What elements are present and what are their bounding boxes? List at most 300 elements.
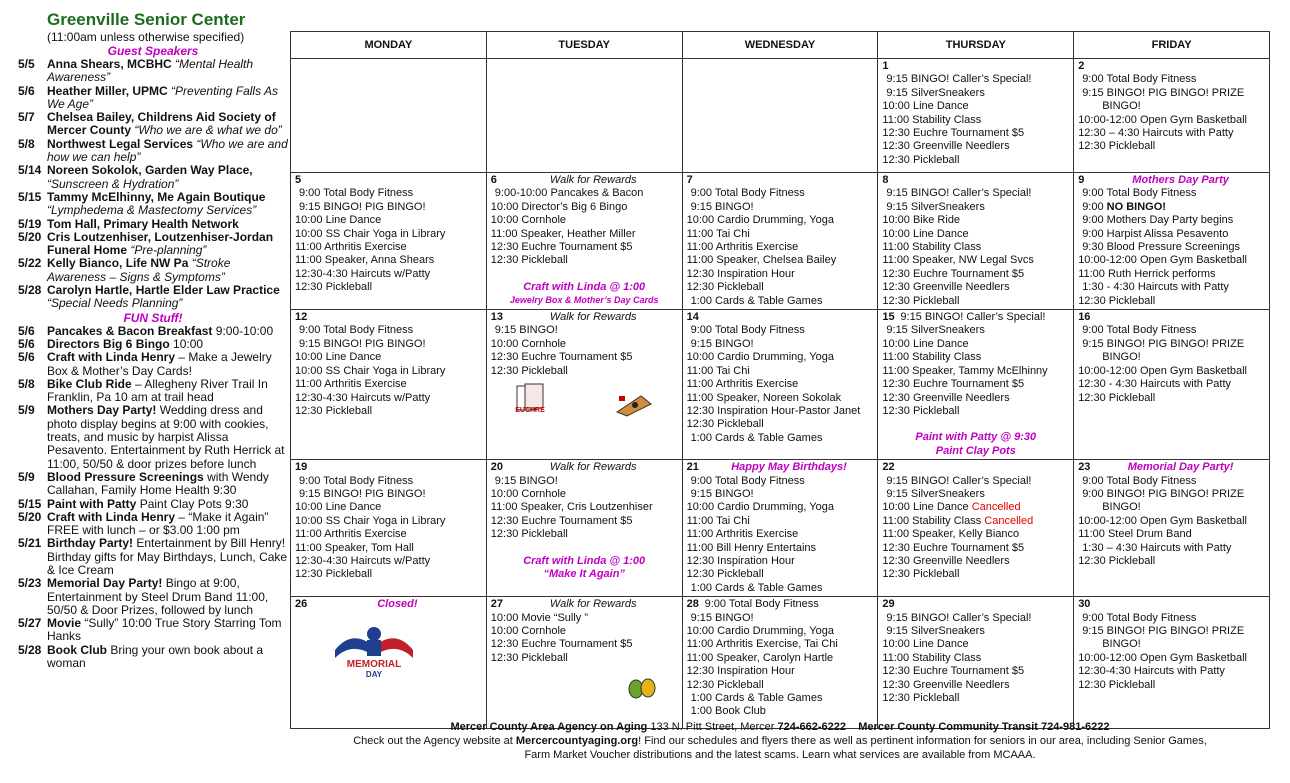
weekday-header-tuesday: TUESDAY bbox=[486, 32, 682, 59]
activity: 12:30 Pickleball bbox=[1078, 678, 1156, 691]
activity: 9:15 BINGO! PIG BINGO! PRIZE bbox=[1082, 337, 1245, 350]
guest-speaker-detail: “Special Needs Planning” bbox=[47, 296, 183, 311]
activity: 9:00 Harpist Alissa Pesavento bbox=[1082, 227, 1229, 240]
fun-event-body bbox=[47, 617, 288, 644]
activity: 12:30-4:30 Haircuts with Patty bbox=[1078, 665, 1225, 678]
activity: 11:00 Arthritis Exercise bbox=[686, 378, 799, 391]
activity: 11:00 Speaker, Carolyn Hartle bbox=[686, 651, 834, 664]
guest-speaker-entry bbox=[18, 58, 288, 85]
activity: 11:00 Speaker, Cris Loutzenhiser bbox=[490, 501, 653, 514]
guest-speaker-body bbox=[47, 164, 288, 191]
guest-speaker-detail: “Sunscreen & Hydration” bbox=[47, 176, 179, 191]
spacer bbox=[491, 268, 678, 281]
day-title: 9:15 BINGO! Caller’s Special! bbox=[900, 311, 1046, 324]
footer-line-1 bbox=[290, 720, 1270, 734]
activity: 11:00 Arthritis Exercise bbox=[686, 528, 799, 541]
weekday-header-wednesday: WEDNESDAY bbox=[682, 32, 878, 59]
day-cell-16 bbox=[1074, 310, 1270, 460]
activity: 12:30 Euchre Tournament $5 bbox=[882, 267, 1025, 280]
day-number: 23 bbox=[1078, 461, 1091, 474]
activity: 9:15 BINGO! PIG BINGO! bbox=[299, 337, 426, 350]
activity: 12:30-4:30 Haircuts w/Patty bbox=[295, 267, 431, 280]
guest-speakers-header: Guest Speakers bbox=[107, 44, 199, 58]
weekday-header-thursday: THURSDAY bbox=[878, 32, 1074, 59]
guest-speaker-body bbox=[47, 284, 288, 311]
activity: 10:00 Cardio Drumming, Yoga bbox=[686, 351, 834, 364]
activity: 9:15 BINGO! PIG BINGO! bbox=[299, 200, 426, 213]
fun-event-date: 5/9 bbox=[18, 403, 35, 418]
guest-speaker-entry bbox=[18, 164, 288, 191]
activity: 11:00 Arthritis Exercise bbox=[686, 241, 799, 254]
day-number: 6 bbox=[490, 174, 497, 186]
fun-event-name: Craft with Linda Henry bbox=[47, 509, 176, 524]
fun-event-body bbox=[47, 338, 288, 351]
event-note-detail: Paint Clay Pots bbox=[935, 444, 1016, 457]
day-header bbox=[295, 598, 482, 611]
guest-speaker-detail: “Who we are & what we do” bbox=[134, 123, 282, 138]
day-cell-empty bbox=[682, 59, 878, 173]
activity: 11:00 Speaker, Tom Hall bbox=[295, 541, 414, 554]
activity: 12:30 Pickleball bbox=[686, 281, 764, 294]
activity: 10:00 Director’s Big 6 Bingo bbox=[490, 200, 628, 213]
activity: 1:00 Cards & Table Games bbox=[690, 431, 823, 444]
activity: 11:00 Stability Class bbox=[882, 351, 982, 364]
day-header bbox=[491, 174, 678, 187]
activity: 9:15 BINGO! bbox=[690, 611, 754, 624]
agency-website-link[interactable]: Mercercountyaging.org bbox=[515, 735, 639, 747]
day-number: 14 bbox=[686, 311, 699, 324]
activity: 10:00 Line Dance bbox=[882, 100, 969, 113]
activity: 9:30 Blood Pressure Screenings bbox=[1082, 241, 1240, 254]
day-number: 27 bbox=[490, 598, 504, 611]
fun-event-body bbox=[47, 644, 288, 671]
fun-event-detail: 9:00-10:00 bbox=[215, 323, 274, 338]
activity: 10:00 SS Chair Yoga in Library bbox=[295, 514, 446, 527]
activity: 11:00 Speaker, NW Legal Svcs bbox=[882, 254, 1034, 267]
day-number: 1 bbox=[882, 60, 889, 72]
activity: 12:30 Pickleball bbox=[686, 678, 764, 691]
activity: 11:00 Stability Class bbox=[882, 113, 982, 126]
activity: 10:00 Line Dance bbox=[882, 227, 969, 240]
activity: 12:30 Euchre Tournament $5 bbox=[882, 127, 1025, 140]
activity: 10:00-12:00 Open Gym Basketball bbox=[1078, 113, 1247, 126]
fun-event-date: 5/8 bbox=[18, 376, 35, 391]
day-cell-30 bbox=[1074, 597, 1270, 729]
guest-speaker-date: 5/14 bbox=[18, 163, 42, 178]
activity: 9:15 BINGO! bbox=[690, 337, 754, 350]
activity: 9:00 NO BINGO! bbox=[1082, 200, 1166, 213]
fun-event-date: 5/9 bbox=[18, 469, 35, 484]
activity: 12:30 Inspiration Hour-Pastor Janet bbox=[686, 404, 861, 417]
fun-event-body bbox=[47, 471, 288, 498]
guest-speaker-body bbox=[47, 191, 288, 218]
event-note-detail: Jewelry Box & Mother’s Day Cards bbox=[509, 295, 659, 306]
activity: 12:30 Greenville Needlers bbox=[882, 391, 1010, 404]
fun-event-entry bbox=[18, 471, 288, 498]
activity: 11:00 Arthritis Exercise bbox=[295, 241, 407, 254]
guest-speaker-entry bbox=[18, 138, 288, 165]
fun-event-name: Directors Big 6 Bingo bbox=[47, 336, 170, 351]
day-number: 22 bbox=[882, 461, 895, 474]
day-header bbox=[1078, 174, 1265, 187]
activity: 12:30 Pickleball bbox=[1078, 140, 1156, 153]
day-cell-19 bbox=[291, 460, 487, 597]
footer-text-a: Check out the Agency website at bbox=[353, 735, 513, 747]
day-number: 8 bbox=[882, 174, 889, 186]
activity: 1:30 – 4:30 Haircuts with Patty bbox=[1082, 541, 1232, 554]
fun-event-date: 5/6 bbox=[18, 350, 35, 365]
day-cell-14 bbox=[682, 310, 878, 460]
activity: 9:15 BINGO! Caller’s Special! bbox=[886, 611, 1032, 624]
guest-speaker-date: 5/28 bbox=[18, 283, 42, 298]
activity: 10:00 Line Dance Cancelled bbox=[882, 501, 1021, 514]
activity: 9:00 Total Body Fitness bbox=[299, 324, 414, 337]
guest-speaker-date: 5/7 bbox=[18, 110, 35, 125]
activity: 12:30 Euchre Tournament $5 bbox=[490, 351, 633, 364]
activity: 12:30 Pickleball bbox=[882, 153, 960, 166]
activity: 11:00 Bill Henry Entertains bbox=[686, 541, 817, 554]
day-title: Mothers Day Party bbox=[1132, 174, 1229, 186]
fun-event-detail: Bring your own book about a woman bbox=[47, 642, 264, 671]
fun-stuff-header: FUN Stuff! bbox=[123, 310, 183, 325]
day-header bbox=[687, 311, 874, 324]
fun-event-date: 5/15 bbox=[18, 496, 42, 511]
day-header bbox=[882, 311, 1069, 324]
activity: 11:00 Stability Class Cancelled bbox=[882, 514, 1034, 527]
activity: 9:15 BINGO! PIG BINGO! PRIZE bbox=[1082, 86, 1245, 99]
guest-speaker-body bbox=[47, 111, 288, 138]
day-header bbox=[687, 598, 874, 611]
day-header bbox=[687, 174, 874, 187]
fun-event-body bbox=[47, 537, 288, 577]
activity: 12:30 Pickleball bbox=[686, 568, 764, 581]
guest-speaker-detail: “Mental Health Awareness” bbox=[47, 57, 254, 85]
day-number: 12 bbox=[295, 311, 308, 324]
fun-event-entry bbox=[18, 498, 288, 511]
day-title: Walk for Rewards bbox=[549, 174, 637, 186]
activity: 12:30 Pickleball bbox=[882, 294, 960, 307]
activity: 12:30 Pickleball bbox=[1078, 554, 1156, 567]
guest-speaker-date: 5/20 bbox=[18, 229, 42, 244]
day-cell-12 bbox=[291, 310, 487, 460]
activity: 9:15 BINGO! bbox=[690, 200, 754, 213]
footer-line-2 bbox=[290, 734, 1270, 748]
activity: 12:30 Pickleball bbox=[1078, 391, 1156, 404]
activity: 12:30 Pickleball bbox=[882, 568, 960, 581]
fun-event-entry bbox=[18, 577, 288, 617]
day-cell-empty bbox=[291, 59, 487, 173]
activity: 11:00 Speaker, Anna Shears bbox=[295, 254, 435, 267]
day-title: Walk for Rewards bbox=[549, 461, 637, 474]
activity: 9:00 Total Body Fitness bbox=[299, 474, 414, 487]
activity: 9:15 BINGO! Caller’s Special! bbox=[886, 474, 1032, 487]
activity: 12:30 Euchre Tournament $5 bbox=[490, 514, 633, 527]
day-title: Walk for Rewards bbox=[549, 598, 637, 611]
guest-speaker-detail: “Who we are and how we can help” bbox=[47, 136, 288, 165]
day-header bbox=[1078, 598, 1265, 611]
fun-event-name: Bike Club Ride bbox=[47, 376, 132, 391]
footer bbox=[290, 720, 1270, 762]
activity: 12:30 – 4:30 Haircuts with Patty bbox=[1078, 127, 1234, 140]
spacer bbox=[491, 542, 678, 555]
fun-event-body bbox=[47, 351, 288, 378]
activity: 10:00 Line Dance bbox=[882, 337, 969, 350]
day-number: 30 bbox=[1078, 598, 1091, 611]
activity: 12:30 Pickleball bbox=[686, 418, 764, 431]
day-header bbox=[295, 461, 482, 474]
guest-speaker-name: Tom Hall, Primary Health Network bbox=[47, 216, 239, 231]
guest-speaker-name: Noreen Sokolok, Garden Way Place, bbox=[47, 163, 253, 178]
activity: BINGO! bbox=[1102, 501, 1141, 514]
fun-event-entry bbox=[18, 644, 288, 671]
fun-event-name: Blood Pressure Screenings bbox=[47, 469, 204, 484]
week-row bbox=[291, 597, 1270, 729]
guest-speaker-date: 5/22 bbox=[18, 256, 42, 271]
activity: 11:00 Stability Class bbox=[882, 651, 982, 664]
activity: 12:30 Euchre Tournament $5 bbox=[882, 378, 1025, 391]
activity: 11:00 Tai Chi bbox=[686, 514, 750, 527]
activity: 12:30 Pickleball bbox=[295, 568, 373, 581]
activity: 11:00 Steel Drum Band bbox=[1078, 528, 1192, 541]
fun-event-detail: with Wendy Callahan, Family Home Health 9:30 bbox=[47, 469, 269, 498]
svg-text:DAY: DAY bbox=[365, 669, 383, 679]
day-header bbox=[295, 311, 482, 324]
day-number: 9 bbox=[1078, 174, 1085, 186]
guest-speaker-date: 5/19 bbox=[18, 216, 42, 231]
week-row bbox=[291, 173, 1270, 310]
event-note: Craft with Linda @ 1:00 bbox=[523, 554, 646, 567]
day-cell-9 bbox=[1074, 173, 1270, 310]
fun-event-body bbox=[47, 511, 288, 538]
event-note: Craft with Linda @ 1:00 bbox=[523, 280, 646, 293]
fun-event-name: Birthday Party! bbox=[47, 536, 134, 551]
activity: 10:00 Cornhole bbox=[490, 487, 567, 500]
fun-event-name: Memorial Day Party! bbox=[47, 576, 163, 591]
fun-event-name: Pancakes & Bacon Breakfast bbox=[47, 323, 213, 338]
day-header bbox=[491, 598, 678, 611]
weekday-header-monday: MONDAY bbox=[291, 32, 487, 59]
activity: 9:00 Total Body Fitness bbox=[690, 474, 805, 487]
fun-event-name: Book Club bbox=[47, 642, 107, 657]
fun-event-entry bbox=[18, 378, 288, 405]
footer-line-3: Farm Market Voucher distributions and the latest scams. Learn what services are available from MCAAA. bbox=[524, 749, 1036, 761]
activity: 12:30 Pickleball bbox=[490, 364, 568, 377]
activity: 12:30 Pickleball bbox=[295, 281, 373, 294]
activity: 9:15 BINGO! PIG BINGO! bbox=[299, 487, 426, 500]
center-subtitle: (11:00am unless otherwise specified) bbox=[47, 30, 245, 44]
activity: 10:00-12:00 Open Gym Basketball bbox=[1078, 254, 1247, 267]
fun-event-detail: Entertainment by Bill Henry! Birthday gifts for May Birthdays, Lunch, Cake & Ice Cream bbox=[47, 536, 288, 577]
day-header bbox=[491, 311, 678, 324]
fun-event-entry bbox=[18, 617, 288, 644]
activity: 9:00 Total Body Fitness bbox=[690, 187, 805, 200]
activity: 11:00 Speaker, Noreen Sokolak bbox=[686, 391, 842, 404]
clipart-cornhole-bags bbox=[627, 673, 657, 703]
week-row bbox=[291, 460, 1270, 597]
fun-event-name: Paint with Patty bbox=[47, 496, 137, 511]
activity: 12:30 Euchre Tournament $5 bbox=[882, 541, 1025, 554]
activity: 9:00 Total Body Fitness bbox=[1082, 611, 1197, 624]
activity: 12:30-4:30 Haircuts w/Patty bbox=[295, 391, 431, 404]
clipart-memorial-day bbox=[331, 620, 417, 686]
guest-speaker-body bbox=[47, 231, 288, 258]
activity: 9:00 Total Body Fitness bbox=[690, 324, 805, 337]
fun-event-date: 5/20 bbox=[18, 509, 42, 524]
activity: 11:00 Speaker, Kelly Bianco bbox=[882, 528, 1020, 541]
weekday-header-row bbox=[291, 32, 1270, 59]
fun-event-date: 5/23 bbox=[18, 576, 42, 591]
activity: 12:30 Greenville Needlers bbox=[882, 554, 1010, 567]
weekday-header-friday: FRIDAY bbox=[1074, 32, 1270, 59]
day-number: 21 bbox=[686, 461, 699, 474]
activity: 11:00 Tai Chi bbox=[686, 364, 750, 377]
day-number: 20 bbox=[490, 461, 504, 474]
day-header bbox=[882, 60, 1069, 73]
agency-phone: 724-662-6222 bbox=[777, 721, 847, 733]
activity: 9:15 BINGO! bbox=[690, 487, 754, 500]
activity: 10:00 Cardio Drumming, Yoga bbox=[686, 501, 834, 514]
activity: 10:00 SS Chair Yoga in Library bbox=[295, 364, 446, 377]
fun-event-entry bbox=[18, 351, 288, 378]
no-bingo: NO BINGO! bbox=[1106, 200, 1166, 213]
fun-event-entry bbox=[18, 338, 288, 351]
day-cell-8 bbox=[878, 173, 1074, 310]
guest-speaker-entry bbox=[18, 218, 288, 231]
activity: 1:00 Cards & Table Games bbox=[690, 581, 823, 594]
guest-speaker-name: Kelly Bianco, Life NW Pa bbox=[47, 256, 189, 271]
activity: 10:00 Cardio Drumming, Yoga bbox=[686, 214, 834, 227]
day-number: 26 bbox=[295, 598, 308, 611]
day-cell-28 bbox=[682, 597, 878, 729]
guest-speaker-detail: “Pre-planning” bbox=[130, 243, 207, 258]
activity: 9:15 SilverSneakers bbox=[886, 324, 985, 337]
guest-speakers-list bbox=[18, 58, 288, 311]
activity: 12:30-4:30 Haircuts w/Patty bbox=[295, 554, 431, 567]
fun-event-body bbox=[47, 577, 288, 617]
fun-event-date: 5/6 bbox=[18, 336, 35, 351]
activity: 12:30 - 4:30 Haircuts with Patty bbox=[1078, 378, 1232, 391]
activity: 10:00 Cornhole bbox=[490, 337, 567, 350]
day-number: 19 bbox=[295, 461, 308, 474]
activity: 11:00 Arthritis Exercise, Tai Chi bbox=[686, 638, 838, 651]
activity: 9:15 SilverSneakers bbox=[886, 487, 985, 500]
day-header bbox=[1078, 311, 1265, 324]
fun-event-date: 5/28 bbox=[18, 642, 42, 657]
activity: 10:00 Line Dance bbox=[882, 638, 969, 651]
activity: 9:15 SilverSneakers bbox=[886, 200, 985, 213]
guest-speaker-entry bbox=[18, 257, 288, 284]
activity: 1:00 Cards & Table Games bbox=[690, 294, 823, 307]
fun-event-entry bbox=[18, 404, 288, 470]
day-header bbox=[882, 598, 1069, 611]
day-cell-20 bbox=[486, 460, 682, 597]
activity: 10:00-12:00 Open Gym Basketball bbox=[1078, 364, 1247, 377]
day-cell-5 bbox=[291, 173, 487, 310]
day-number: 15 bbox=[882, 311, 895, 324]
activity: 10:00 Line Dance bbox=[295, 351, 382, 364]
activity: 12:30 Pickleball bbox=[490, 528, 568, 541]
activity: 12:30 Pickleball bbox=[1078, 294, 1156, 307]
activity: 9:00 BINGO! PIG BINGO! PRIZE bbox=[1082, 487, 1245, 500]
day-cell-1 bbox=[878, 59, 1074, 173]
fun-event-detail: – Make a Jewelry Box & Mother’s Day Cards! bbox=[47, 350, 272, 378]
guest-speaker-body bbox=[47, 257, 288, 284]
day-cell-27 bbox=[486, 597, 682, 729]
activity: 12:30 Inspiration Hour bbox=[686, 665, 795, 678]
day-header bbox=[491, 461, 678, 474]
day-title: 9:00 Total Body Fitness bbox=[704, 598, 819, 611]
activity: 9:00 Total Body Fitness bbox=[1082, 187, 1197, 200]
guest-speaker-name: Carolyn Hartle, Hartle Elder Law Practice bbox=[47, 283, 280, 298]
fun-event-detail: – “Make it Again” FREE with lunch – or $3.00 1:00 pm bbox=[47, 509, 269, 538]
activity: 10:00 Bike Ride bbox=[882, 214, 961, 227]
fun-event-body bbox=[47, 404, 288, 470]
activity: BINGO! bbox=[1102, 100, 1141, 113]
activity: 9:00 Total Body Fitness bbox=[1082, 324, 1197, 337]
activity: 10:00 Cornhole bbox=[490, 625, 567, 637]
sidebar bbox=[18, 10, 288, 670]
day-title: Walk for Rewards bbox=[549, 311, 637, 324]
activity: 11:00 Speaker, Chelsea Bailey bbox=[686, 254, 837, 267]
day-header bbox=[295, 174, 482, 187]
activity: 11:00 Speaker, Tammy McElhinny bbox=[882, 364, 1048, 377]
fun-stuff-list bbox=[18, 325, 288, 671]
activity: 9:15 BINGO! PIG BINGO! PRIZE bbox=[1082, 625, 1245, 637]
activity: BINGO! bbox=[1102, 638, 1141, 651]
fun-event-detail: Wedding dress and photo display begins at 9:00 with cookies, treats, and music by harpist Alissa Pesavento. Entertainment by Ruth Herrick at 11:00, 50/50 & door prizes before lunch bbox=[47, 403, 285, 471]
activity: 10:00 Movie “Sully ” bbox=[490, 611, 589, 624]
day-header bbox=[1078, 461, 1265, 474]
activity: 12:30 Pickleball bbox=[882, 404, 960, 417]
activity: 11:00 Tai Chi bbox=[686, 227, 750, 240]
activity: 12:30 Greenville Needlers bbox=[882, 281, 1010, 294]
day-header bbox=[687, 461, 874, 474]
fun-event-body bbox=[47, 498, 288, 511]
calendar-grid bbox=[290, 31, 1270, 729]
fun-event-date: 5/27 bbox=[18, 616, 42, 631]
guest-speaker-body bbox=[47, 218, 288, 231]
activity: 9:00 Total Body Fitness bbox=[299, 187, 414, 200]
guest-speaker-body bbox=[47, 58, 288, 85]
activity: 10:00 Cornhole bbox=[490, 214, 567, 227]
activity: 12:30 Pickleball bbox=[882, 692, 960, 705]
day-title: Closed! bbox=[377, 598, 418, 611]
transit-info: Mercer County Community Transit 724-981-6222 bbox=[858, 721, 1110, 733]
activity: 12:30 Pickleball bbox=[490, 254, 568, 267]
day-title: Memorial Day Party! bbox=[1127, 461, 1234, 474]
guest-speaker-entry bbox=[18, 85, 288, 112]
activity: 11:00 Arthritis Exercise bbox=[295, 528, 407, 541]
activity: 12:30 Inspiration Hour bbox=[686, 554, 795, 567]
spacer bbox=[882, 418, 1069, 431]
activity: 12:30 Euchre Tournament $5 bbox=[882, 665, 1025, 678]
guest-speaker-name: Anna Shears, MCBHC bbox=[47, 57, 172, 71]
fun-event-detail: “Sully” 10:00 True Story Starring Tom Hanks bbox=[47, 616, 282, 644]
fun-event-detail: Bingo at 9:00, Entertainment by Steel Drum Band 11:00, 50/50 & Door Prizes, followed by lunch bbox=[47, 576, 269, 617]
fun-event-detail: 10:00 bbox=[173, 336, 204, 351]
fun-event-detail: Paint Clay Pots 9:30 bbox=[139, 496, 249, 511]
guest-speaker-date: 5/5 bbox=[18, 57, 35, 71]
center-title: Greenville Senior Center bbox=[47, 10, 246, 29]
event-note: Paint with Patty @ 9:30 bbox=[915, 431, 1037, 444]
day-cell-13 bbox=[486, 310, 682, 460]
activity: BINGO! bbox=[1102, 351, 1141, 364]
agency-address: 133 N. Pitt Street, Mercer bbox=[650, 721, 775, 733]
fun-event-entry bbox=[18, 511, 288, 538]
activity: 12:30 Euchre Tournament $5 bbox=[490, 638, 633, 651]
fun-event-name: Movie bbox=[47, 616, 82, 631]
svg-text:MEMORIAL: MEMORIAL bbox=[346, 658, 402, 670]
